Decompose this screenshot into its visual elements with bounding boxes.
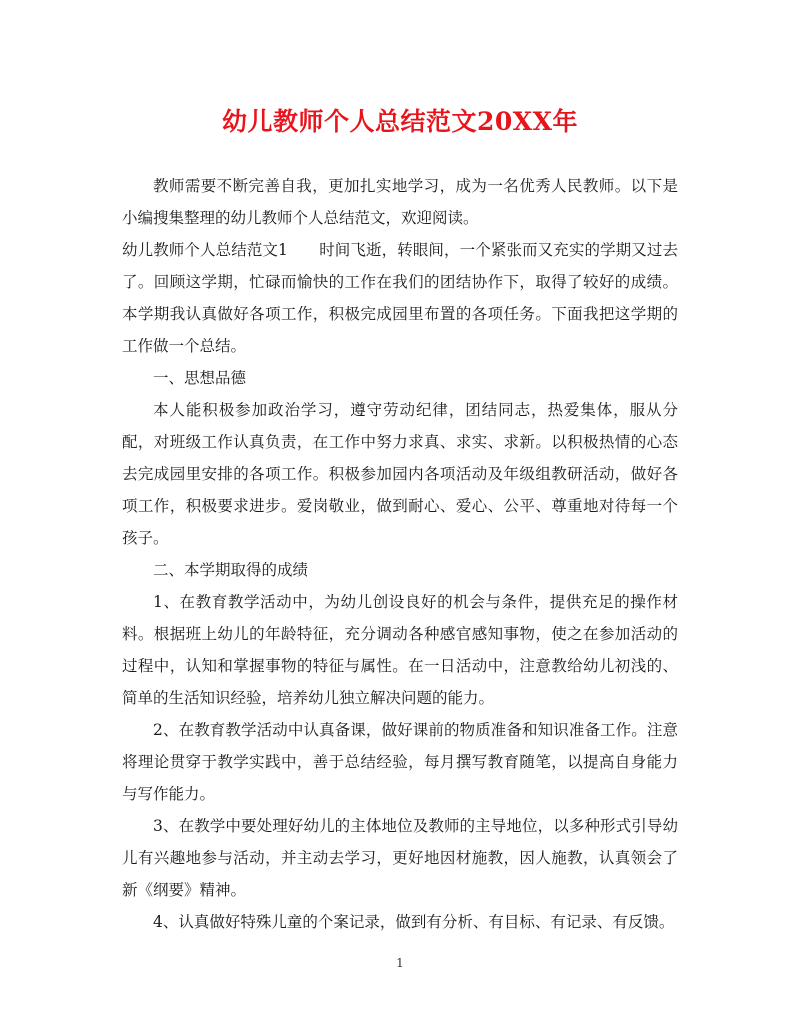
- list-item-achievement-4: 4、认真做好特殊儿童的个案记录，做到有分析、有目标、有记录、有反馈。: [153, 913, 675, 931]
- list-item-achievement-1: 1、在教育教学活动中，为幼儿创设良好的机会与条件，提供充足的操作材料。根据班上幼儿的年龄特征，充分调动各种感官感知事物，使之在参加活动的过程中，认知和掌握事物的特征与属性。在一日活动中，注意教给幼儿初浅的、简单的生活知识经验，培养幼儿独立解决问题的能力。: [122, 593, 678, 707]
- document-title: 幼儿教师个人总结范文20XX年: [221, 107, 579, 136]
- paragraph-ideology: 本人能积极参加政治学习，遵守劳动纪律，团结同志，热爱集体，服从分配，对班级工作认真负责，在工作中努力求真、求实、求新。以积极热情的心态去完成园里安排的各项工作。积极参加园内各项活动及年级组教研活动，做好各项工作，积极要求进步。爱岗敬业，做到耐心、爱心、公平、尊重地对待每一个孩子。: [122, 401, 678, 547]
- list-item-achievement-2: 2、在教育教学活动中认真备课，做好课前的物质准备和知识准备工作。注意将理论贯穿于教学实践中，善于总结经验，每月撰写教育随笔，以提高自身能力与写作能力。: [122, 721, 678, 803]
- document-body: [122, 170, 678, 938]
- page-number: 1: [396, 956, 404, 970]
- section-heading-ideology: 一、思想品德: [153, 369, 247, 387]
- list-item-achievement-3: 3、在教学中要处理好幼儿的主体地位及教师的主导地位，以多种形式引导幼儿有兴趣地参与活动，并主动去学习，更好地因材施教，因人施教，认真领会了新《纲要》精神。: [122, 817, 678, 899]
- section-heading-achievements: 二、本学期取得的成绩: [153, 561, 309, 579]
- paragraph-opening: 幼儿教师个人总结范文1 时间飞逝，转眼间，一个紧张而又充实的学期又过去了。回顾这学期，忙碌而愉快的工作在我们的团结协作下，取得了较好的成绩。本学期我认真做好各项工作，积极完成园里布置的各项任务。下面我把这学期的工作做一个总结。: [122, 241, 678, 355]
- paragraph-intro: 教师需要不断完善自我，更加扎实地学习，成为一名优秀人民教师。以下是小编搜集整理的幼儿教师个人总结范文，欢迎阅读。: [122, 177, 678, 227]
